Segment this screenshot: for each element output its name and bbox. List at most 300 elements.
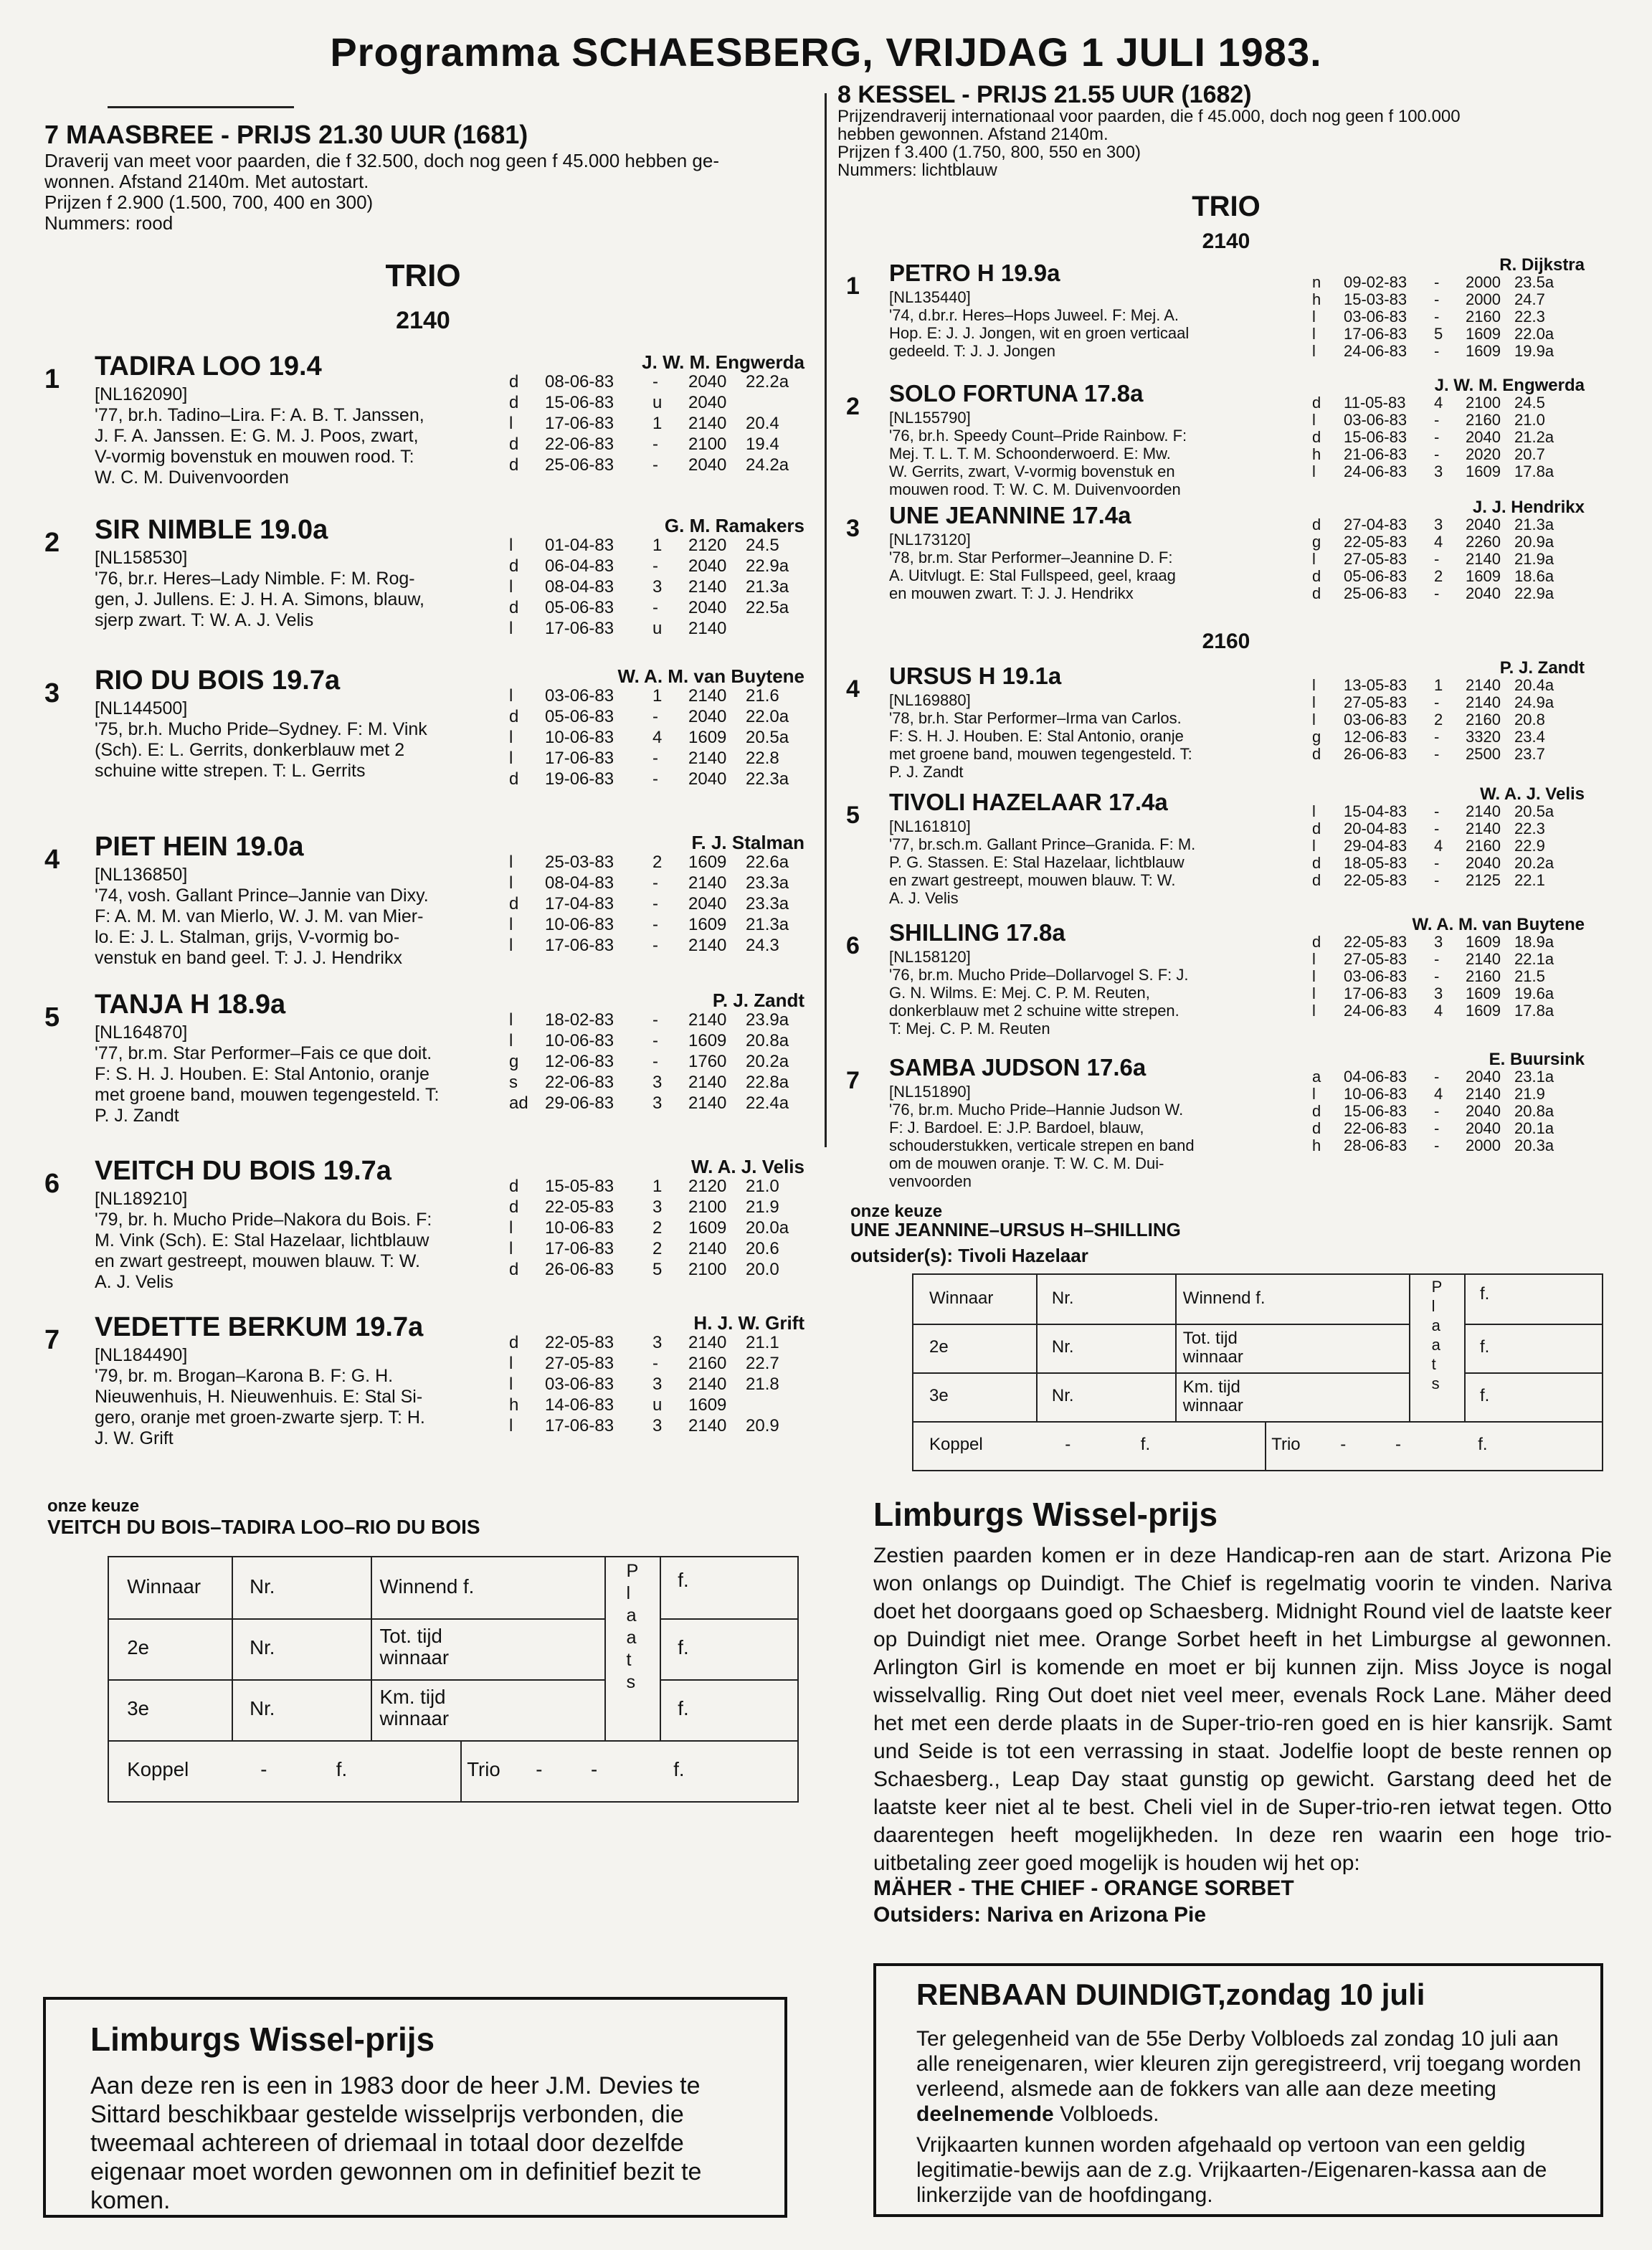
run-track: l xyxy=(509,536,513,555)
run-place: 1 xyxy=(652,1177,663,1196)
run-place: 3 xyxy=(1434,984,1443,1002)
run-date: 29-04-83 xyxy=(1344,837,1407,855)
run-distance: 2140 xyxy=(688,1416,727,1435)
run-distance: 1609 xyxy=(1466,1002,1501,1020)
run-distance: 2040 xyxy=(688,707,727,726)
run-time: 22.0a xyxy=(1514,325,1554,343)
run-date: 05-06-83 xyxy=(545,707,614,726)
table-rule xyxy=(660,1618,797,1620)
run-time: 22.3 xyxy=(1514,308,1545,326)
horse-name: RIO DU BOIS 19.7a xyxy=(95,665,341,696)
run-time: 20.5a xyxy=(1514,802,1554,820)
table-rule xyxy=(604,1557,606,1740)
run-distance: 2140 xyxy=(688,1073,727,1092)
run-distance: 2040 xyxy=(688,598,727,617)
run-place: - xyxy=(652,598,658,617)
run-date: 10-06-83 xyxy=(545,915,614,934)
table-rule xyxy=(1409,1275,1410,1421)
third-label: 3e xyxy=(929,1386,949,1406)
run-distance: 2100 xyxy=(1466,394,1501,412)
table-rule xyxy=(109,1618,604,1620)
run-place: 4 xyxy=(1434,837,1443,855)
run-place: 1 xyxy=(1434,676,1443,694)
run-date: 03-06-83 xyxy=(1344,411,1407,429)
km-tijd-label: Km. tijd winnaar xyxy=(1182,1377,1243,1416)
run-time: 21.1 xyxy=(746,1333,779,1352)
run-distance: 2040 xyxy=(1466,1102,1501,1120)
run-date: 08-04-83 xyxy=(545,873,614,893)
duindigt-box xyxy=(873,1963,1603,2217)
run-date: 04-06-83 xyxy=(1344,1068,1407,1086)
run-place: - xyxy=(652,749,658,768)
run-distance: 2140 xyxy=(1466,676,1501,694)
run-place: 3 xyxy=(652,1093,663,1113)
horse-number: 5 xyxy=(44,1002,60,1033)
horse-name: TIVOLI HAZELAAR 17.4a xyxy=(889,789,1168,815)
table-rule xyxy=(660,1557,661,1740)
wisselprijs-box-text: Aan deze ren is een in 1983 door de heer J.M. Devies te Sittard beschikbaar gestelde wisselprijs verbonden, die tweemaal achtereen of driemaal in totaal door dezelfde eigenaar moet worden gewonnen om in definitief bezit te komen. xyxy=(90,2072,702,2214)
run-time: 22.1a xyxy=(1514,950,1554,968)
horse-description: [NL184490] '79, br. m. Brogan–Karona B. F: G. H. Nieuwenhuis, H. Nieuwenhuis. E: Stal Si- gero, oranje met groen-zwarte sjerp. T: H. J. W. Grift xyxy=(95,1345,425,1448)
run-track: d xyxy=(509,1197,519,1217)
run-place: 4 xyxy=(1434,1085,1443,1103)
horse-name: SHILLING 17.8a xyxy=(889,919,1065,946)
nr-label: Nr. xyxy=(250,1575,275,1598)
run-distance: 2040 xyxy=(1466,516,1501,533)
run-distance: 2000 xyxy=(1466,290,1501,308)
run-distance: 2500 xyxy=(1466,745,1501,763)
run-place: 4 xyxy=(652,728,663,747)
horse-description: [NL161810] '77, br.sch.m. Gallant Prince–Granida. F: M. P. G. Stassen. E: Stal Hazelaar, lichtblauw en zwart gestreept, mouwen blauw. T: W. A. J. Velis xyxy=(889,817,1196,907)
run-track: l xyxy=(509,619,513,638)
run-track: l xyxy=(1312,837,1316,855)
run-track: d xyxy=(1312,394,1321,412)
trainer-name: W. A. J. Velis xyxy=(691,1156,804,1177)
run-distance: 2140 xyxy=(688,577,727,597)
run-time: 20.1a xyxy=(1514,1119,1554,1137)
f-label: f. xyxy=(1480,1386,1490,1406)
table-rule xyxy=(1464,1372,1602,1374)
bet-form-table xyxy=(912,1273,1603,1471)
horse-name: VEITCH DU BOIS 19.7a xyxy=(95,1156,391,1186)
run-distance: 2140 xyxy=(688,873,727,893)
horse-name: PIET HEIN 19.0a xyxy=(95,832,304,862)
run-date: 06-04-83 xyxy=(545,556,614,576)
run-time: 24.3 xyxy=(746,936,779,955)
run-time: 20.0a xyxy=(746,1218,789,1238)
run-track: l xyxy=(1312,711,1316,728)
run-date: 03-06-83 xyxy=(1344,711,1407,728)
run-time: 23.7 xyxy=(1514,745,1545,763)
horse-description: [NL162090] '77, br.h. Tadino–Lira. F: A. B. T. Janssen, J. F. A. Janssen. E: G. M. J. Poos, zwart, V-vormig bovenstuk en mouwen rood. T: W. C. M. Duivenvoorden xyxy=(95,384,424,488)
run-place: u xyxy=(652,1395,663,1415)
run-place: 3 xyxy=(1434,933,1443,951)
run-place: - xyxy=(652,1354,658,1373)
run-date: 01-04-83 xyxy=(545,536,614,555)
run-place: 1 xyxy=(652,686,663,706)
run-track: l xyxy=(509,936,513,955)
run-distance: 2140 xyxy=(1466,1085,1501,1103)
run-place: - xyxy=(1434,967,1440,985)
race8-trio: TRIO xyxy=(1192,191,1261,222)
run-place: - xyxy=(652,1010,658,1030)
run-time: 22.9a xyxy=(746,556,789,576)
plaats-label: P l a a t s xyxy=(626,1561,639,1693)
run-date: 19-06-83 xyxy=(545,769,614,789)
run-time: 22.3 xyxy=(1514,820,1545,837)
table-rule xyxy=(1464,1275,1466,1421)
run-time: 20.8a xyxy=(746,1031,789,1050)
run-time: 20.9 xyxy=(746,1416,779,1435)
run-track: d xyxy=(1312,820,1321,837)
run-date: 03-06-83 xyxy=(1344,308,1407,326)
run-distance: 2000 xyxy=(1466,273,1501,291)
run-place: 2 xyxy=(652,853,663,872)
run-track: d xyxy=(509,435,519,454)
run-track: l xyxy=(1312,1085,1316,1103)
run-date: 22-05-83 xyxy=(1344,871,1407,889)
handicap-title: Limburgs Wissel-prijs xyxy=(873,1496,1218,1533)
koppel-label: Koppel xyxy=(929,1435,983,1455)
handicap-outsiders: Outsiders: Nariva en Arizona Pie xyxy=(873,1903,1207,1927)
run-time: 22.7 xyxy=(746,1354,779,1373)
run-track: l xyxy=(1312,462,1316,480)
run-distance: 1609 xyxy=(1466,325,1501,343)
run-place: - xyxy=(1434,1136,1440,1154)
run-track: d xyxy=(509,455,519,475)
run-date: 05-06-83 xyxy=(1344,567,1407,585)
run-time: 22.2a xyxy=(746,372,789,391)
run-place: - xyxy=(1434,1119,1440,1137)
dash: - xyxy=(1065,1435,1071,1455)
run-track: d xyxy=(509,1333,519,1352)
run-place: - xyxy=(1434,871,1440,889)
run-place: 1 xyxy=(652,414,663,433)
run-track: d xyxy=(509,707,519,726)
run-time: 20.3a xyxy=(1514,1136,1554,1154)
horse-description: [NL155790] '76, br.h. Speedy Count–Pride Rainbow. F: Mej. T. L. T. M. Schoonderwoerd. E: Mw. W. Gerrits, zwart, V-vormig bovenstuk en mouwen rood. T: W. C. M. Duivenvoorden xyxy=(889,409,1187,498)
run-place: 3 xyxy=(652,1197,663,1217)
horse-name: TANJA H 18.9a xyxy=(95,989,286,1020)
trainer-name: J. W. M. Engwerda xyxy=(1434,376,1585,395)
run-time: 20.4a xyxy=(1514,676,1554,694)
run-date: 18-02-83 xyxy=(545,1010,614,1030)
run-track: g xyxy=(1312,533,1321,551)
f-label: f. xyxy=(1140,1435,1151,1455)
page-title: Programma SCHAESBERG, VRIJDAG 1 JULI 1983. xyxy=(330,29,1322,75)
run-track: d xyxy=(1312,854,1321,872)
run-time: 19.6a xyxy=(1514,984,1554,1002)
run-date: 17-06-83 xyxy=(545,749,614,768)
horse-number: 3 xyxy=(846,515,860,542)
run-time: 21.9 xyxy=(1514,1085,1545,1103)
horse-number: 5 xyxy=(846,802,860,829)
dash: - xyxy=(591,1757,598,1780)
run-track: s xyxy=(509,1073,518,1092)
trainer-name: E. Buursink xyxy=(1489,1050,1585,1069)
run-distance: 2000 xyxy=(1466,1136,1501,1154)
run-distance: 1609 xyxy=(1466,462,1501,480)
nr-label: Nr. xyxy=(1051,1386,1074,1406)
run-time: 21.3a xyxy=(746,915,789,934)
run-track: g xyxy=(509,1052,519,1071)
race8-keuze-label: onze keuze xyxy=(850,1202,943,1221)
run-track: d xyxy=(1312,1119,1321,1137)
run-date: 29-06-83 xyxy=(545,1093,614,1113)
horse-description: [NL151890] '76, br.m. Mucho Pride–Hannie Judson W. F: J. Bardoel. E: J.P. Bardoel, blauw, schouderstukken, verticale strepen en band om de mouwen oranje. T: W. C. M. Dui- venvoorden xyxy=(889,1083,1195,1190)
run-date: 10-06-83 xyxy=(545,1218,614,1238)
run-time: 18.6a xyxy=(1514,567,1554,585)
run-place: - xyxy=(652,1052,658,1071)
race8-distance-2: 2160 xyxy=(1202,630,1250,653)
run-place: - xyxy=(652,455,658,475)
horse-description: [NL173120] '78, br.m. Star Performer–Jeannine D. F: A. Uitvlugt. E: Stal Fullspeed, geel, kraag en mouwen zwart. T: J. J. Hendrikx xyxy=(889,531,1176,602)
table-rule xyxy=(232,1557,233,1740)
run-date: 27-05-83 xyxy=(1344,950,1407,968)
run-place: - xyxy=(1434,820,1440,837)
run-distance: 2140 xyxy=(688,686,727,706)
wisselprijs-box xyxy=(43,1997,787,2218)
run-place: - xyxy=(1434,550,1440,568)
run-track: l xyxy=(1312,950,1316,968)
run-time: 21.0 xyxy=(1514,411,1545,429)
run-distance: 2040 xyxy=(688,894,727,913)
run-track: d xyxy=(509,1260,519,1279)
run-place: - xyxy=(1434,728,1440,746)
run-track: d xyxy=(509,393,519,412)
run-time: 22.3a xyxy=(746,769,789,789)
run-track: l xyxy=(1312,693,1316,711)
race7-keuze-label: onze keuze xyxy=(47,1496,140,1516)
run-date: 27-05-83 xyxy=(1344,550,1407,568)
f-label: f. xyxy=(1478,1435,1488,1455)
run-place: 3 xyxy=(652,1073,663,1092)
race8-keuze: UNE JEANNINE–URSUS H–SHILLING xyxy=(850,1219,1181,1240)
run-track: g xyxy=(1312,728,1321,746)
run-track: h xyxy=(1312,445,1321,463)
run-track: h xyxy=(1312,290,1321,308)
horse-number: 2 xyxy=(846,393,860,420)
run-distance: 2100 xyxy=(688,1260,727,1279)
run-time: 23.3a xyxy=(746,894,789,913)
table-rule xyxy=(1036,1275,1038,1421)
dash: - xyxy=(536,1757,543,1780)
run-track: l xyxy=(1312,1002,1316,1020)
horse-description: [NL164870] '77, br.m. Star Performer–Fais ce que doit. F: S. H. J. Houben. E: Stal Antonio, oranje met groene band, mouwen tegengesteld. T: P. J. Zandt xyxy=(95,1022,440,1126)
run-track: l xyxy=(1312,550,1316,568)
run-time: 20.6 xyxy=(746,1239,779,1258)
run-place: 2 xyxy=(1434,567,1443,585)
horse-number: 6 xyxy=(846,932,860,959)
table-rule xyxy=(660,1679,797,1681)
run-date: 21-06-83 xyxy=(1344,445,1407,463)
f-label: f. xyxy=(1480,1283,1490,1304)
race7-description: Draverij van meet voor paarden, die f 32.500, doch nog geen f 45.000 hebben ge- wonnen. Afstand 2140m. Met autostart. Prijzen f 2.900 (1.500, 700, 400 en 300) Nummers: rood xyxy=(44,150,719,234)
run-distance: 2160 xyxy=(1466,967,1501,985)
run-time: 21.6 xyxy=(746,686,779,706)
run-date: 22-05-83 xyxy=(1344,533,1407,551)
second-label: 2e xyxy=(929,1337,949,1357)
run-distance: 1760 xyxy=(688,1052,727,1071)
f-label: f. xyxy=(678,1636,689,1658)
run-track: l xyxy=(1312,676,1316,694)
horse-number: 4 xyxy=(44,845,60,875)
race8-heading: 8 KESSEL - PRIJS 21.55 UUR (1682) xyxy=(837,81,1252,108)
run-place: - xyxy=(1434,290,1440,308)
run-place: 3 xyxy=(1434,516,1443,533)
horse-description: [NL158530] '76, br.r. Heres–Lady Nimble. F: M. Rog- gen, J. Jullens. E: J. H. A. Simons, blauw, sjerp zwart. T: W. A. J. Velis xyxy=(95,548,424,630)
second-label: 2e xyxy=(127,1636,149,1658)
run-date: 15-05-83 xyxy=(545,1177,614,1196)
run-track: l xyxy=(509,1031,513,1050)
run-date: 12-06-83 xyxy=(1344,728,1407,746)
run-time: 17.8a xyxy=(1514,1002,1554,1020)
run-track: l xyxy=(509,1218,513,1238)
trainer-name: W. A. M. van Buytene xyxy=(617,665,804,687)
run-track: l xyxy=(509,915,513,934)
run-track: d xyxy=(509,769,519,789)
run-date: 24-06-83 xyxy=(1344,342,1407,360)
nr-label: Nr. xyxy=(1051,1337,1074,1357)
run-track: l xyxy=(509,728,513,747)
run-date: 13-05-83 xyxy=(1344,676,1407,694)
run-distance: 2140 xyxy=(1466,693,1501,711)
run-place: - xyxy=(1434,802,1440,820)
race8-outsider: outsider(s): Tivoli Hazelaar xyxy=(850,1245,1088,1266)
run-distance: 2040 xyxy=(688,556,727,576)
run-time: 21.9a xyxy=(1514,550,1554,568)
table-rule xyxy=(109,1679,604,1681)
handicap-text: Zestien paarden komen er in deze Handicap-ren aan de start. Arizona Pie won onlangs op Duindigt. The Chief is regelmatig voorin te vinden. Nariva doet het doorgaans goed op Schaesberg. Midnight Round viel de laatste keer op Duindigt niet mee. Orange Sorbet heeft in het Limburgse al gewonnen. Arlington Girl is komende en moet er bij kunnen zijn. Miss Joyce is nogal wisselvallig. Ring Out doet niet veel meer, evenals Rock Lane. Mäher deed het met een derde plaats in de Super-trio-ren goed en is hier kansrijk. Samt und Seide is tot een verrassing in staat. Jodelfie loopt de beste rennen op Schaesberg., Leap Day staat gunstig op gewicht. Garstang deed het de laatste keer niet al te best. Cheli viel in de Super-trio-ren ietwat tegen. Otto daarentegen heeft mogelijkheden. In deze ren waarin een hoge trio-uitbetaling zeer goed mogelijk is houden wij het op: xyxy=(873,1544,1612,1875)
run-distance: 2020 xyxy=(1466,445,1501,463)
run-place: 3 xyxy=(652,577,663,597)
run-date: 27-04-83 xyxy=(1344,516,1407,533)
run-place: - xyxy=(652,873,658,893)
trio-label: Trio xyxy=(467,1757,500,1780)
tot-tijd-label: Tot. tijd winnaar xyxy=(1182,1329,1243,1367)
nr-label: Nr. xyxy=(250,1696,275,1719)
run-track: d xyxy=(1312,584,1321,602)
run-date: 17-06-83 xyxy=(545,1416,614,1435)
horse-number: 2 xyxy=(44,528,60,558)
run-distance: 2100 xyxy=(688,1197,727,1217)
run-place: - xyxy=(652,915,658,934)
run-place: - xyxy=(652,707,658,726)
run-time: 21.8 xyxy=(746,1375,779,1394)
run-distance: 2140 xyxy=(688,414,727,433)
run-place: - xyxy=(1434,445,1440,463)
run-track: l xyxy=(1312,411,1316,429)
horse-description: [NL158120] '76, br.m. Mucho Pride–Dollarvogel S. F: J. G. N. Wilms. E: Mej. C. P. M. Reuten, donkerblauw met 2 schuine witte strepen. T: Mej. C. P. M. Reuten xyxy=(889,948,1189,1038)
table-rule xyxy=(109,1740,797,1742)
run-place: 3 xyxy=(652,1375,663,1394)
run-track: d xyxy=(509,598,519,617)
run-track: l xyxy=(1312,802,1316,820)
run-track: l xyxy=(509,853,513,872)
run-date: 09-02-83 xyxy=(1344,273,1407,291)
run-track: l xyxy=(509,686,513,706)
race8-description: Prijzendraverij internationaal voor paarden, die f 45.000, doch nog geen f 100.000 hebben gewonnen. Afstand 2140m. Prijzen f 3.400 (1.750, 800, 550 en 300) Nummers: lichtblauw xyxy=(837,107,1461,180)
run-distance: 2160 xyxy=(1466,837,1501,855)
horse-name: PETRO H 19.9a xyxy=(889,260,1060,286)
run-time: 20.2a xyxy=(746,1052,789,1071)
run-distance: 2160 xyxy=(1466,308,1501,326)
run-distance: 2140 xyxy=(688,1239,727,1258)
trio-label: Trio xyxy=(1271,1435,1301,1455)
title-rule xyxy=(108,106,294,108)
run-distance: 1609 xyxy=(688,728,727,747)
run-date: 17-06-83 xyxy=(545,1239,614,1258)
run-track: d xyxy=(1312,516,1321,533)
run-place: 4 xyxy=(1434,1002,1443,1020)
run-time: 22.1 xyxy=(1514,871,1545,889)
run-time: 20.9a xyxy=(1514,533,1554,551)
run-track: d xyxy=(1312,428,1321,446)
table-rule xyxy=(1265,1421,1266,1470)
f-label: f. xyxy=(1480,1337,1490,1357)
run-distance: 2040 xyxy=(1466,854,1501,872)
run-place: 4 xyxy=(1434,533,1443,551)
run-date: 15-06-83 xyxy=(1344,428,1407,446)
run-place: - xyxy=(1434,308,1440,326)
f-label: f. xyxy=(336,1757,348,1780)
run-track: l xyxy=(509,1010,513,1030)
run-time: 21.3a xyxy=(746,577,789,597)
nr-label: Nr. xyxy=(250,1636,275,1658)
run-date: 03-06-83 xyxy=(545,1375,614,1394)
run-track: l xyxy=(509,1416,513,1435)
run-time: 23.4 xyxy=(1514,728,1545,746)
horse-description: [NL169880] '78, br.h. Star Performer–Irma van Carlos. F: S. H. J. Houben. E: Stal Antonio, oranje met groene band, mouwen tegengesteld. T: P. J. Zandt xyxy=(889,691,1192,781)
horse-number: 4 xyxy=(846,675,860,703)
run-time: 24.5 xyxy=(746,536,779,555)
run-date: 10-06-83 xyxy=(1344,1085,1407,1103)
run-date: 08-04-83 xyxy=(545,577,614,597)
run-track: l xyxy=(1312,308,1316,326)
run-time: 18.9a xyxy=(1514,933,1554,951)
trainer-name: H. J. W. Grift xyxy=(693,1312,804,1334)
run-time: 20.8 xyxy=(1514,711,1545,728)
run-place: - xyxy=(652,894,658,913)
run-place: 3 xyxy=(652,1416,663,1435)
run-distance: 2140 xyxy=(1466,550,1501,568)
run-date: 27-05-83 xyxy=(1344,693,1407,711)
run-date: 26-06-83 xyxy=(545,1260,614,1279)
run-place: - xyxy=(1434,1068,1440,1086)
run-place: - xyxy=(1434,428,1440,446)
run-place: - xyxy=(652,372,658,391)
run-date: 17-04-83 xyxy=(545,894,614,913)
run-distance: 2100 xyxy=(688,435,727,454)
horse-number: 1 xyxy=(846,272,860,300)
run-date: 17-06-83 xyxy=(1344,984,1407,1002)
winnend-label: Winnend f. xyxy=(1182,1288,1266,1309)
horse-name: VEDETTE BERKUM 19.7a xyxy=(95,1312,424,1342)
run-track: l xyxy=(509,1375,513,1394)
horse-number: 3 xyxy=(44,678,60,708)
run-distance: 2140 xyxy=(688,1010,727,1030)
table-rule xyxy=(1175,1275,1177,1421)
duindigt-box-title: RENBAAN DUINDIGT,zondag 10 juli xyxy=(916,1978,1425,2011)
run-track: d xyxy=(509,1177,519,1196)
run-track: d xyxy=(1312,567,1321,585)
run-date: 17-06-83 xyxy=(1344,325,1407,343)
run-date: 17-06-83 xyxy=(545,414,614,433)
run-time: 22.8a xyxy=(746,1073,789,1092)
winnaar-label: Winnaar xyxy=(127,1575,201,1598)
trainer-name: P. J. Zandt xyxy=(712,989,804,1011)
run-place: - xyxy=(1434,950,1440,968)
